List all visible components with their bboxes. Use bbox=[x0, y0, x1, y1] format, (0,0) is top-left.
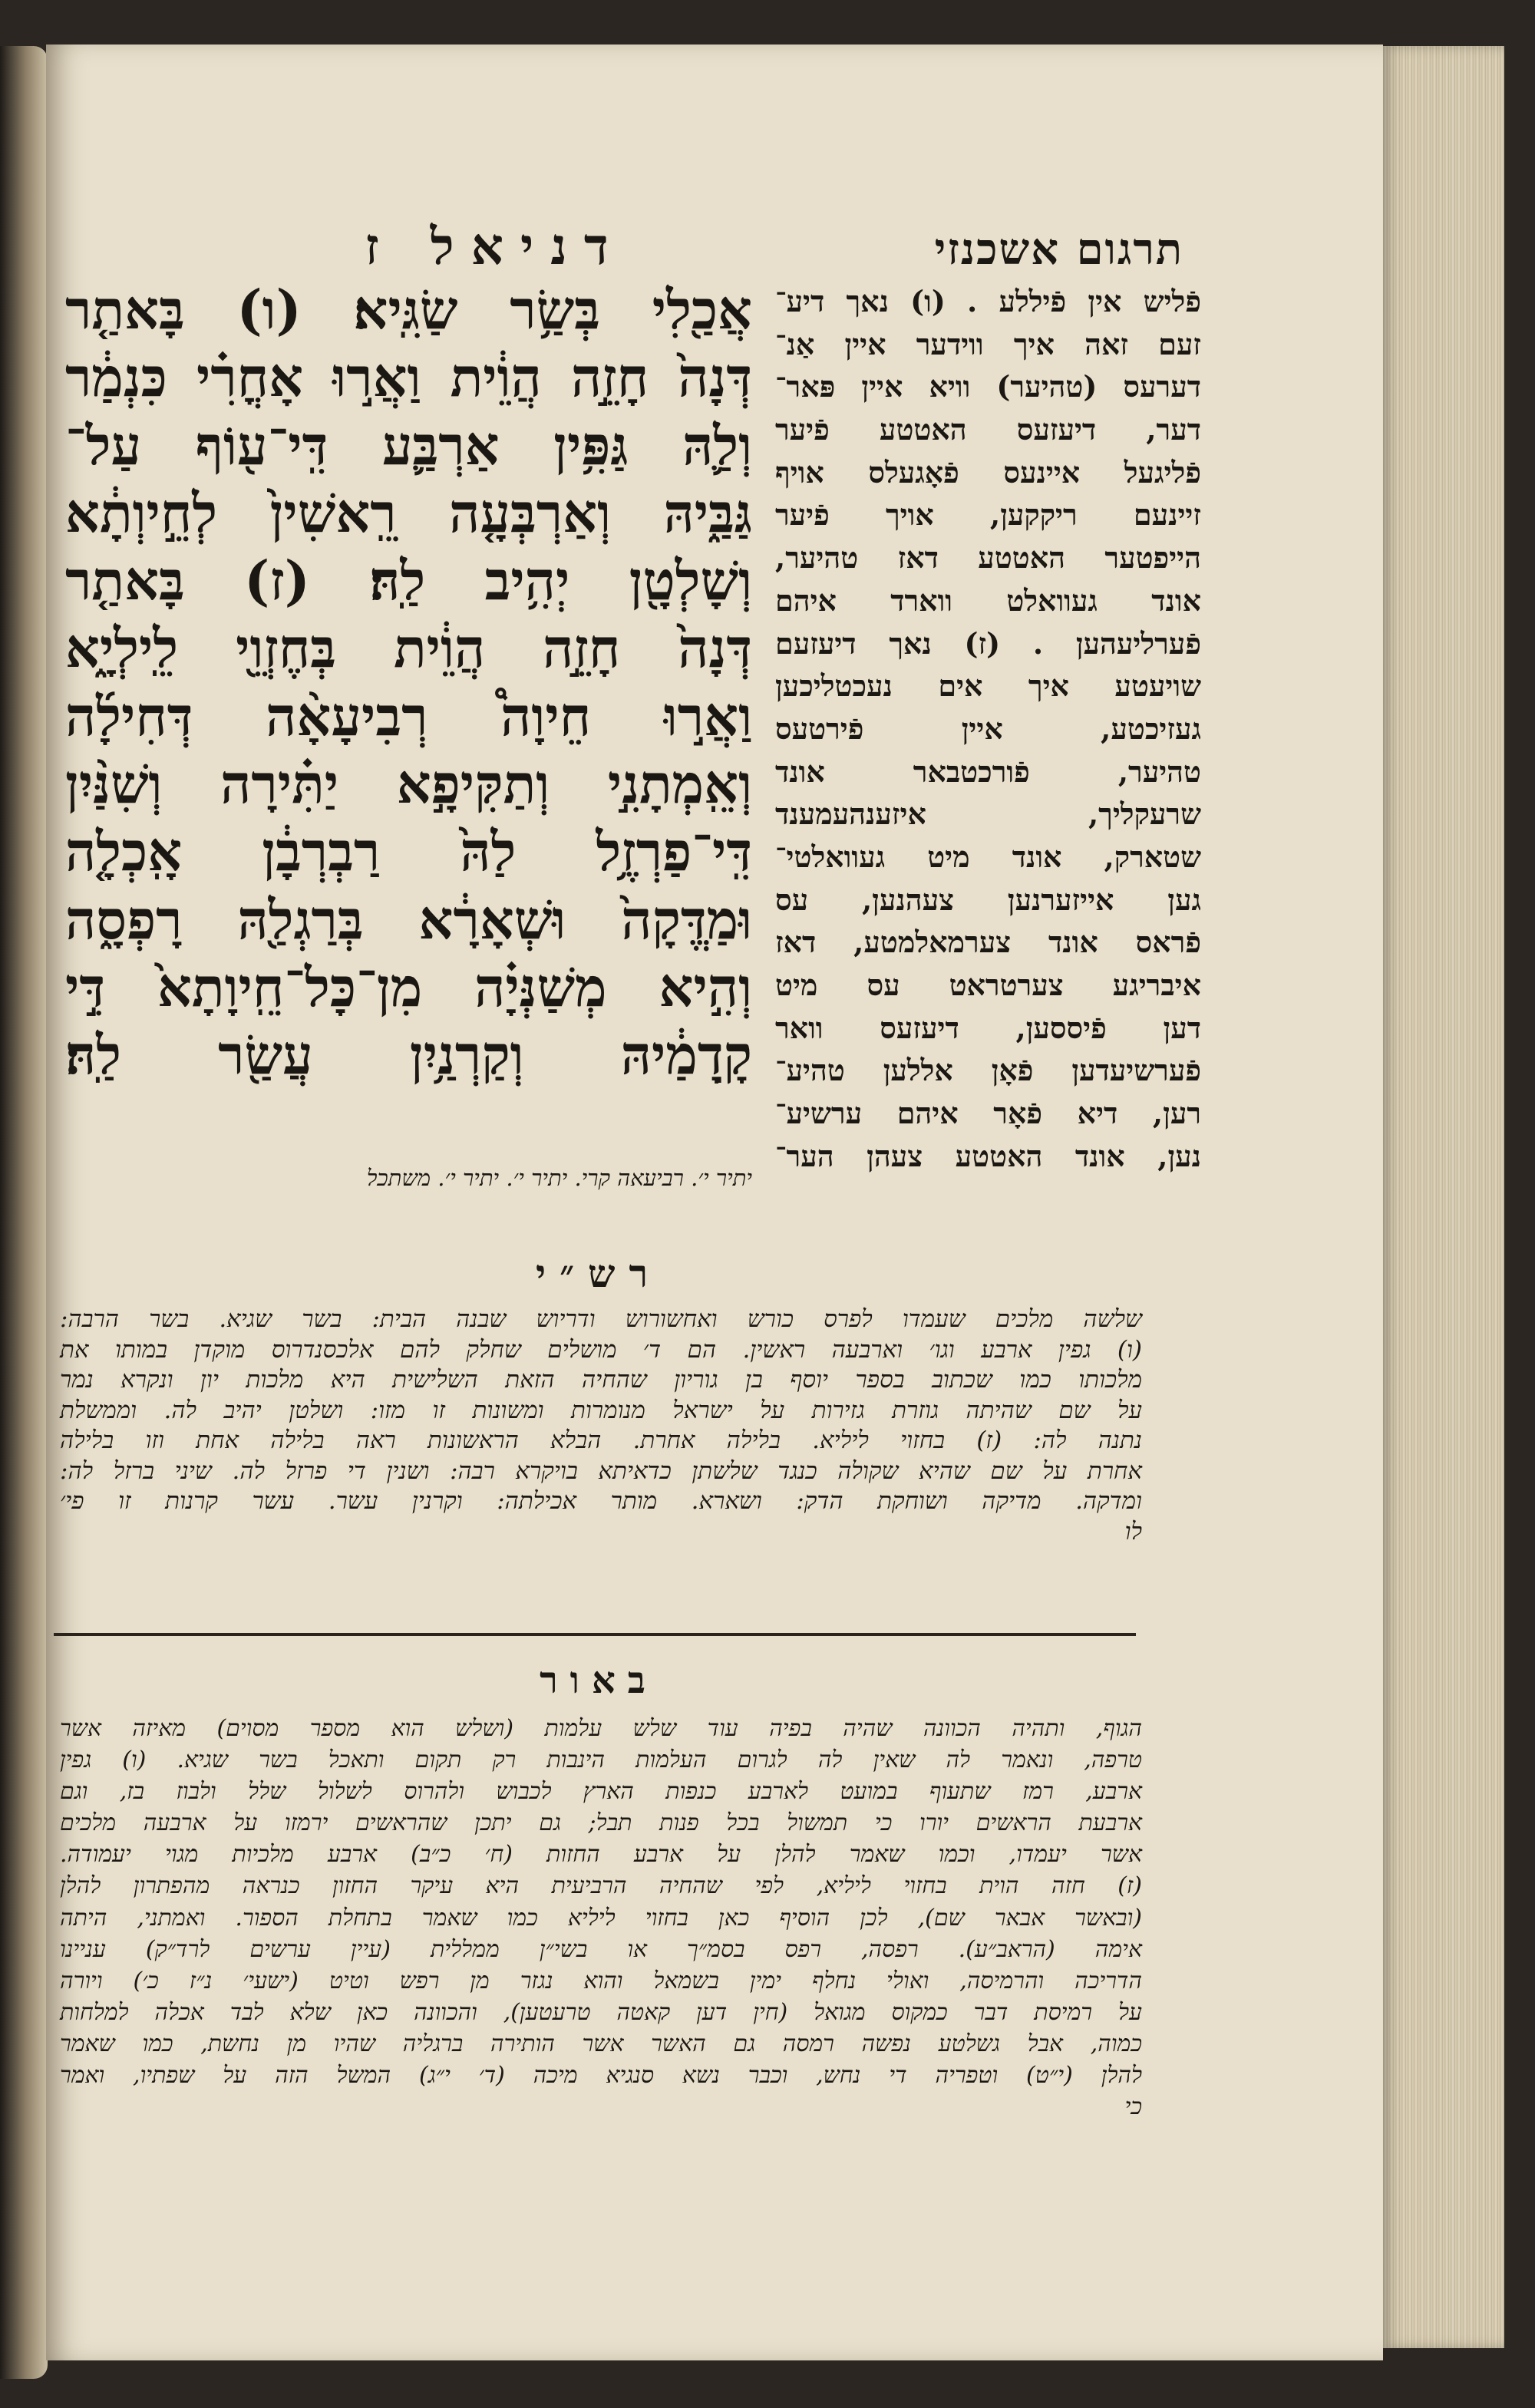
rashi-heading: רש״י bbox=[535, 1251, 662, 1296]
aramaic-text-block bbox=[65, 276, 752, 1090]
biur-line: אשר יעמדו, וכמו שאמר להלן על ארבע החזות (ח׳ כ״ב) ארבע מלכיות מגוי יעמודה. bbox=[60, 1841, 1142, 1869]
facing-page-edge bbox=[0, 46, 48, 2379]
yiddish-line: געזיכטע, איין פֿירטעס bbox=[775, 711, 1201, 746]
biur-commentary bbox=[60, 1713, 1142, 2123]
biur-line: טרפה, ונאמר לה שאין לה לגרום העלמות הינבות רק תקום ותאכל בשר שגיא. (ו) גפין bbox=[60, 1747, 1142, 1774]
biur-line: כמוה, אבל גשלטע נפשה רמסה גם האשר אשר הותירה ברגליה שהיו מן נחשת, כמו שאמר bbox=[60, 2030, 1142, 2057]
yiddish-line: זעם זאה איך ווידער איין אַנ־ bbox=[775, 326, 1201, 361]
aramaic-line: וְהִ֣יא מְשַׁנְּיָ֗ה מִן־כָּל־חֵֽיוָתָא֙ דִּ֣י bbox=[65, 955, 752, 1019]
yiddish-line: פֿליש אין פֿיללע . (ו) נאך דיע־ bbox=[775, 284, 1201, 318]
rashi-line: שלשה מלכים שעמדו לפרס כורש ואחשורוש ודריוש שבנה הבית: בשר שגיא. בשר הרבה: bbox=[60, 1305, 1142, 1333]
aramaic-line: אֲכַ֖לִי בְּשַׂ֥ר שַׂגִּֽיא׃ (ו) בָּאתַ֤ר bbox=[65, 278, 752, 341]
aramaic-line: וּמַדֱּקָה֙ וּשְׁאָרָ֔א בְּרַגְלַ֖הּ רָפְסָ֑ה bbox=[65, 887, 752, 952]
yiddish-line: נען, אונד האטטע צעהן הער־ bbox=[775, 1138, 1201, 1173]
yiddish-line: טהיער, פֿורכטבאר אונד bbox=[775, 754, 1201, 789]
aramaic-line: דִּֽי־פַרְזֶ֥ל לַהּ֙ רַבְרְבָ֔ן אָֽכְלָ֤ה bbox=[65, 820, 752, 884]
rashi-line: (ו) גפין ארבע וגו׳ וארבעה ראשין. הם ד׳ מושלים שחלק להם אלכסנדרוס מוקדן במותו את bbox=[60, 1335, 1142, 1364]
yiddish-line: שטארק, אונד מיט געוואלטי־ bbox=[775, 839, 1201, 874]
aramaic-line: וְלַ֛הּ גַּפִּ֥ין אַרְבַּ֛ע דִּֽי־ע֖וֹף עַל־ bbox=[65, 413, 752, 477]
biur-line: (ובאשר אבאר שם), לכן הוסיף כאן בחזוי ליליא כמו שאמר בתחלת הספור. ואמתני, היתה bbox=[60, 1904, 1142, 1931]
biur-line: כי bbox=[1124, 2093, 1142, 2121]
biur-line: על רמיסת דבר כמקוס מגואל (חין דען קאטה טרעטען), והכוונה כאן שלא לבד אכלה למלחות bbox=[60, 1998, 1142, 2026]
yiddish-line: הייפטער האטטע דאז טהיער, bbox=[775, 540, 1201, 576]
yiddish-line: פֿליגעל איינעס פֿאָגעלס אויף bbox=[775, 454, 1201, 490]
yiddish-line: שרעקליך, איזענהעמענד bbox=[775, 797, 1201, 832]
rashi-line: ומדקה. מדיקה ושוחקת הדק: ושארא. מותר אכילתה: וקרנין עשר. עשר קרנות זו פי׳ bbox=[60, 1487, 1142, 1515]
aramaic-line: וְאֵֽמְתָנִ֣י וְתַקִּיפָ֣א יַתִּ֗ירָה וְשִׁנַּ֨יִן bbox=[65, 752, 752, 816]
biur-line: ארבעת הראשים יורו כי תמשול בכל פנות תבל; גם יתכן שהראשים ירמזו על ארבעה מלכים bbox=[60, 1809, 1142, 1837]
aramaic-line: קָֽדָמַ֔יהּ וְקַרְנַ֥יִן עֲשַׂ֖ר לַֽהּ׃ bbox=[65, 1023, 752, 1087]
yiddish-line: דען פֿיססען, דיעזעס וואר bbox=[775, 1010, 1201, 1045]
section-divider bbox=[54, 1633, 1136, 1636]
yiddish-line: זיינעם ריקקען, אויך פֿיער bbox=[775, 497, 1201, 533]
biur-line: (ז) חזה הוית בחזוי ליליא, לפי שהחיה הרביעית היא עיקר החזון כנראה מהפתרון להלן bbox=[60, 1872, 1142, 1900]
yiddish-line: דער, דיעזעס האטטע פֿיער bbox=[775, 412, 1201, 447]
rashi-line: אחרת על שם שהיא שקולה כנגד שלשתן כדאיתא בויקרא רבה: ושנין די פרזל לה. שיני ברזל לה: bbox=[60, 1456, 1142, 1485]
yiddish-line: שויעטע איך אים נעכטליכען bbox=[775, 668, 1201, 704]
yiddish-line: אונד געוואלט ווארד איהם bbox=[775, 582, 1201, 618]
aramaic-line: וְשָׁלְטָ֖ן יְהִ֥יב לַֽהּ׃ (ז) בָּאתַ֤ר bbox=[65, 549, 752, 613]
biur-heading: באור bbox=[540, 1659, 658, 1702]
aramaic-line: וַאֲר֣וּ חֵיוָה֩ רְבִיעָאָ֨ה דְּחִילָ֜ה bbox=[65, 684, 752, 748]
biur-line: הדריכה והרמיסה, ואולי נחלף ימין בשמאל והוא נגזר מן רפש וטיט (ישעי׳ נ״ז כ׳) ויורה bbox=[60, 1967, 1142, 1994]
rashi-line: על שם שהיתה גוזרת גזירות על ישראל מנומרות ומשונות זו מזו: ושלטן יהיב לה. וממשלת bbox=[60, 1396, 1142, 1424]
biur-line: אימה (הראב״ע). רפסה, רפס בסמ״ך או בשי״ן ממללית (עיין ערשים לרד״ק) עניינו bbox=[60, 1935, 1142, 1963]
rashi-line: לו bbox=[1124, 1517, 1142, 1545]
yiddish-line: פֿערשיעדען פֿאָן אללען טהיע־ bbox=[775, 1053, 1201, 1088]
yiddish-line: פֿערליעהען . (ז) נאך דיעזעם bbox=[775, 625, 1201, 661]
yiddish-line: פֿראס אונד צערמאלמטע, דאז bbox=[775, 925, 1201, 960]
aramaic-line: דְּנָה֙ חָזֵ֣ה הֲוֵ֔ית בְּחֶזְוֵ֖י לֵֽילְיָ֑א bbox=[65, 616, 752, 681]
biur-line: להלן (י״ט) וטפריה די נחש, וכבר נשא סנגיא מיכה (ד׳ י״ג) המשל הזה על שפתיו, ואמר bbox=[60, 2062, 1142, 2090]
aramaic-line: דְּנָה֙ חָזֵ֣ה הֲוֵ֔ית וַאֲר֣וּ אָחֳרִ֗י כִּנְמַ֔ר bbox=[65, 345, 752, 410]
rashi-commentary bbox=[60, 1305, 1142, 1547]
biur-line: הגוף, ותהיה הכוונה שהיה בפיה עוד שלש עלמות (ושלש הוא מספר מסוים) מאיזה אשר bbox=[60, 1715, 1142, 1742]
rashi-line: נתנה לה: (ז) בחזוי ליליא. בלילה אחרת. הבלא הראשונות ראה בלילה אחת וזו בלילה bbox=[60, 1427, 1142, 1454]
yiddish-translation-column bbox=[775, 280, 1201, 1177]
daniel-header: דניאל ז bbox=[365, 216, 626, 276]
yiddish-line: דערעס (טהיער) וויא איין פּאר־ bbox=[775, 369, 1201, 404]
masoretic-note: יתיר י׳. רביעאה קרי. יתיר י׳. יתיר י׳. משתכל bbox=[366, 1165, 752, 1191]
aramaic-line: גַּבַּ֑יהּ וְאַרְבְּעָ֤ה רֵֽאשִׁין֙ לְחֵ֣יוְתָ֔א bbox=[65, 480, 752, 545]
biur-line: ארבע, רמז שתעוף במועט לארבע כנפות הארץ לכבוש ולהרוס לשלול שלל ולבוז בז, וגם bbox=[60, 1778, 1142, 1806]
targum-header: תרגום אשכנזי bbox=[934, 224, 1183, 275]
yiddish-line: גען אייזערנען צעהנען, עס bbox=[775, 882, 1201, 917]
yiddish-line: רען, דיא פֿאָר איהם ערשיע־ bbox=[775, 1096, 1201, 1131]
page-stack-edges bbox=[1382, 46, 1504, 2348]
yiddish-line: איבריגע צערטראט עס מיט bbox=[775, 968, 1201, 1002]
rashi-line: מלכותו כמו שכתוב בספר יוסף בן גוריון שהחיה הזאת השלישית היא מלכות יון ונקרא נמר bbox=[60, 1366, 1142, 1394]
